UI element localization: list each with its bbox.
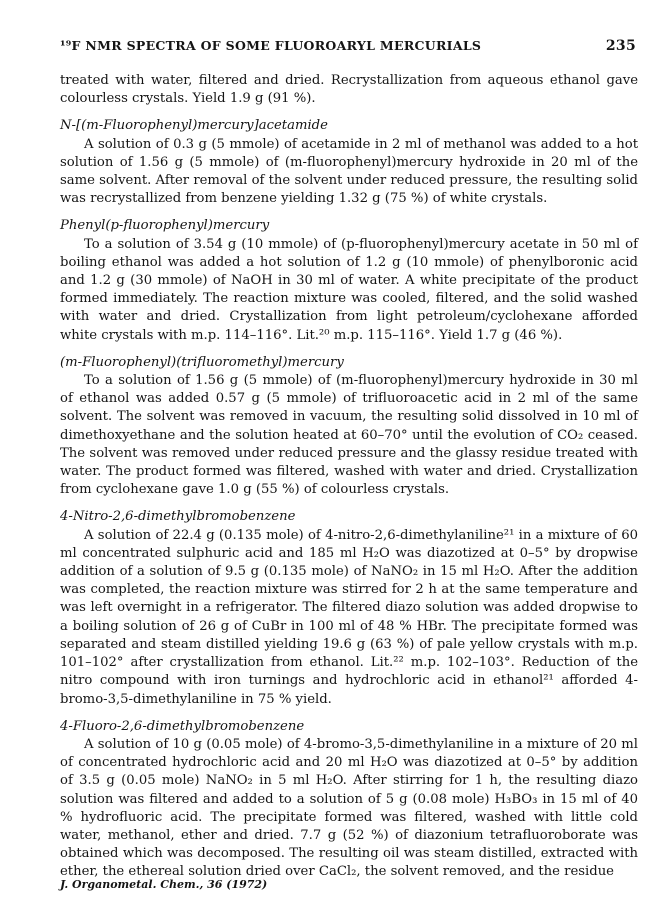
journal-citation: J. Organometal. Chem., 36 (1972) bbox=[60, 878, 268, 891]
paragraph: To a solution of 3.54 g (10 mmole) of (p-fluorophenyl)mercury acetate in 50 ml of boiling ethanol was added a hot solution of 1.2 g (10 mmole) of phenylboronic acid and 1.2 g (30 mmole) of NaOH in 30 ml of water. A white precipitate of the product formed immediately. The reaction mixture was cooled, filtered, and the solid washed with water and dried. Crystallization from light petroleum/cyclohexane afforded white crystals with m.p. 114–116°. Lit.²⁰ m.p. 115–116°. Yield 1.7 g (46 %). bbox=[60, 236, 638, 343]
article-body bbox=[60, 72, 638, 882]
page-number: 235 bbox=[605, 38, 636, 54]
paragraph: To a solution of 1.56 g (5 mmole) of (m-fluorophenyl)mercury hydroxide in 30 ml of ethanol was added 0.57 g (5 mmole) of trifluoroacetic acid in 2 ml of the same solvent. The solvent was removed in vacuum, the resulting solid dissolved in 10 ml of dimethoxyethane and the solution heated at 60–70° until the evolution of CO₂ ceased. The solvent was removed under reduced pressure and the glassy residue treated with water. The product formed was filtered, washed with water and dried. Crystallization from cyclohexane gave 1.0 g (55 %) of colourless crystals. bbox=[60, 373, 638, 498]
paragraph: A solution of 22.4 g (0.135 mole) of 4-nitro-2,6-dimethylaniline²¹ in a mixture of 60 ml concentrated sulphuric acid and 185 ml H₂O was diazotized at 0–5° by dropwise addition of a solution of 9.5 g (0.135 mole) of NaNO₂ in 15 ml H₂O. After the addition was completed, the reaction mixture was stirred for 2 h at the same temperature and was left overnight in a refrigerator. The filtered diazo solution was added dropwise to a boiling solution of 26 g of CuBr in 100 ml of 48 % HBr. The precipitate formed was separated and steam distilled yielding 19.6 g (63 %) of pale yellow crystals with m.p. 101–102° after crystallization from ethanol. Lit.²² m.p. 102–103°. Reduction of the nitro compound with iron turnings and hydrochloric acid in ethanol²¹ afforded 4-bromo-3,5-dimethylaniline in 75 % yield. bbox=[60, 527, 638, 707]
running-header bbox=[60, 38, 636, 60]
running-title: ¹⁹F NMR SPECTRA OF SOME FLUOROARYL MERCURIALS bbox=[60, 38, 482, 53]
paragraph: A solution of 10 g (0.05 mole) of 4-bromo-3,5-dimethylaniline in a mixture of 20 ml of concentrated hydrochloric acid and 20 ml H₂O was diazotized at 0–5° by addition of 3.5 g (0.05 mole) NaNO₂ in 5 ml H₂O. After stirring for 1 h, the resulting diazo solution was filtered and added to a solution of 5 g (0.08 mole) H₃BO₃ in 15 ml of 40 % hydrofluoric acid. The precipitate formed was filtered, washed with little cold water, methanol, ether and dried. 7.7 g (52 %) of diazonium tetrafluoroborate was obtained which was decomposed. The resulting oil was steam distilled, extracted with ether, the ethereal solution dried over CaCl₂, the solvent removed, and the residue bbox=[60, 736, 638, 880]
section-heading: 4-Fluoro-2,6-dimethylbromobenzene bbox=[60, 718, 305, 734]
paragraph: treated with water, filtered and dried. Recrystallization from aqueous ethanol gave colourless crystals. Yield 1.9 g (91 %). bbox=[60, 73, 638, 107]
section-heading: (m-Fluorophenyl)(trifluoromethyl)mercury bbox=[60, 354, 344, 370]
paragraph: A solution of 0.3 g (5 mmole) of acetamide in 2 ml of methanol was added to a hot solution of 1.56 g (5 mmole) of (m-fluorophenyl)mercury hydroxide in 20 ml of the same solvent. After removal of the solvent under reduced pressure, the resulting solid was recrystallized from benzene yielding 1.32 g (75 %) of white crystals. bbox=[60, 136, 638, 207]
section-heading: N-[(m-Fluorophenyl)mercury]acetamide bbox=[60, 118, 328, 134]
section-heading: 4-Nitro-2,6-dimethylbromobenzene bbox=[60, 509, 296, 525]
section-heading: Phenyl(p-fluorophenyl)mercury bbox=[60, 218, 270, 234]
